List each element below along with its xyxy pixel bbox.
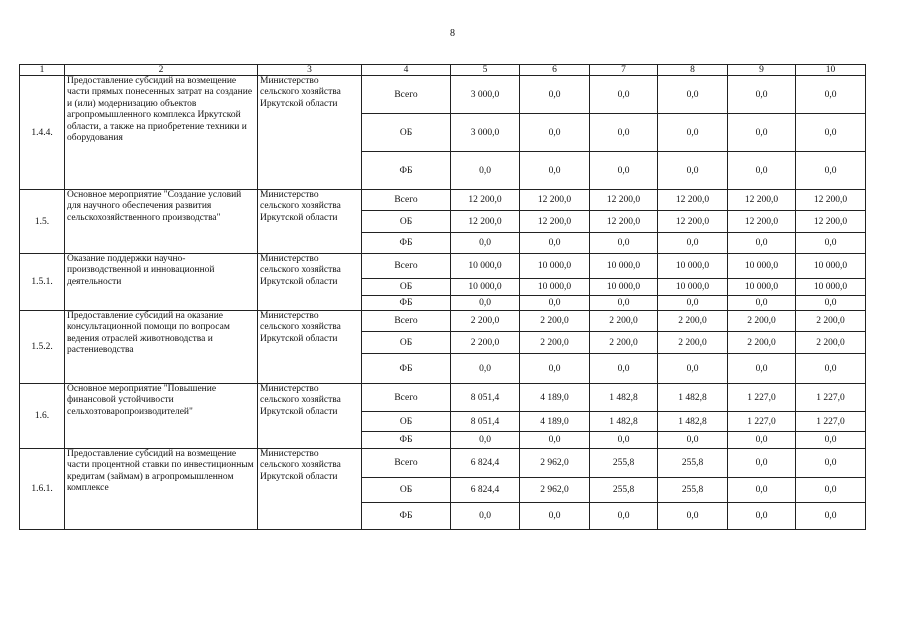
- table-body: [20, 65, 866, 530]
- header-cell: 1: [20, 65, 65, 76]
- value-cell: 1 482,8: [590, 384, 658, 412]
- value-cell: 0,0: [728, 432, 796, 449]
- value-cell: 0,0: [796, 76, 866, 114]
- funding-source: ФБ: [362, 354, 451, 384]
- value-cell: 12 200,0: [451, 190, 520, 211]
- value-cell: 10 000,0: [520, 254, 590, 279]
- value-cell: 0,0: [796, 152, 866, 190]
- item-name: Предоставление субсидий на возмещение части процентной ставки по инвестиционным кредитам (займам) в агропромышленном комплексе: [65, 449, 258, 530]
- value-cell: 0,0: [796, 503, 866, 530]
- funding-source: ФБ: [362, 152, 451, 190]
- value-cell: 10 000,0: [520, 279, 590, 296]
- value-cell: 1 227,0: [796, 412, 866, 432]
- value-cell: 0,0: [590, 296, 658, 311]
- funding-source: Всего: [362, 384, 451, 412]
- value-cell: 0,0: [658, 354, 728, 384]
- value-cell: 2 200,0: [658, 311, 728, 332]
- value-cell: 0,0: [590, 354, 658, 384]
- value-cell: 6 824,4: [451, 449, 520, 478]
- value-cell: 0,0: [796, 114, 866, 152]
- value-cell: 0,0: [451, 233, 520, 254]
- value-cell: 8 051,4: [451, 384, 520, 412]
- value-cell: 0,0: [796, 432, 866, 449]
- value-cell: 0,0: [451, 432, 520, 449]
- value-cell: 0,0: [796, 296, 866, 311]
- item-code: 1.6.: [20, 384, 65, 449]
- value-cell: 255,8: [658, 449, 728, 478]
- value-cell: 0,0: [728, 354, 796, 384]
- funding-source: ФБ: [362, 432, 451, 449]
- value-cell: 12 200,0: [658, 190, 728, 211]
- item-name: Оказание поддержки научно-производственной и инновационной деятельности: [65, 254, 258, 311]
- value-cell: 0,0: [728, 449, 796, 478]
- value-cell: 12 200,0: [796, 211, 866, 233]
- header-cell: 9: [728, 65, 796, 76]
- value-cell: 2 200,0: [728, 332, 796, 354]
- value-cell: 12 200,0: [658, 211, 728, 233]
- value-cell: 12 200,0: [520, 190, 590, 211]
- item-name: Основное мероприятие "Создание условий для научного обеспечения развития сельскохозяйственного производства": [65, 190, 258, 254]
- value-cell: 2 200,0: [590, 332, 658, 354]
- value-cell: 0,0: [590, 233, 658, 254]
- value-cell: 6 824,4: [451, 478, 520, 503]
- value-cell: 2 200,0: [520, 311, 590, 332]
- funding-source: ОБ: [362, 332, 451, 354]
- value-cell: 0,0: [590, 114, 658, 152]
- item-executor: Министерство сельского хозяйства Иркутской области: [258, 384, 362, 449]
- value-cell: 12 200,0: [796, 190, 866, 211]
- funding-source: Всего: [362, 76, 451, 114]
- value-cell: 0,0: [796, 449, 866, 478]
- value-cell: 2 200,0: [590, 311, 658, 332]
- value-cell: 0,0: [520, 76, 590, 114]
- value-cell: 8 051,4: [451, 412, 520, 432]
- value-cell: 12 200,0: [590, 190, 658, 211]
- value-cell: 255,8: [658, 478, 728, 503]
- funding-source: ФБ: [362, 503, 451, 530]
- value-cell: 0,0: [796, 478, 866, 503]
- value-cell: 2 200,0: [451, 332, 520, 354]
- value-cell: 0,0: [520, 503, 590, 530]
- value-cell: 10 000,0: [796, 279, 866, 296]
- header-cell: 5: [451, 65, 520, 76]
- funding-source: ОБ: [362, 211, 451, 233]
- funding-source: ОБ: [362, 412, 451, 432]
- header-cell: 6: [520, 65, 590, 76]
- page-number: 8: [450, 28, 455, 39]
- value-cell: 10 000,0: [728, 279, 796, 296]
- value-cell: 0,0: [590, 503, 658, 530]
- item-name: Основное мероприятие "Повышение финансовой устойчивости сельхозтоваропроизводителей": [65, 384, 258, 449]
- funding-source: ОБ: [362, 279, 451, 296]
- value-cell: 0,0: [451, 503, 520, 530]
- value-cell: 0,0: [728, 233, 796, 254]
- value-cell: 255,8: [590, 449, 658, 478]
- value-cell: 10 000,0: [590, 254, 658, 279]
- value-cell: 0,0: [520, 114, 590, 152]
- item-code: 1.5.1.: [20, 254, 65, 311]
- value-cell: 0,0: [590, 432, 658, 449]
- value-cell: 0,0: [590, 152, 658, 190]
- value-cell: 0,0: [658, 503, 728, 530]
- funding-source: Всего: [362, 311, 451, 332]
- funding-source: Всего: [362, 190, 451, 211]
- item-executor: Министерство сельского хозяйства Иркутской области: [258, 254, 362, 311]
- value-cell: 0,0: [728, 152, 796, 190]
- funding-source: ФБ: [362, 233, 451, 254]
- header-cell: 7: [590, 65, 658, 76]
- value-cell: 0,0: [796, 354, 866, 384]
- table-row: [20, 254, 866, 279]
- value-cell: 2 200,0: [451, 311, 520, 332]
- table-row: [20, 311, 866, 332]
- value-cell: 12 200,0: [590, 211, 658, 233]
- value-cell: 0,0: [590, 76, 658, 114]
- item-executor: Министерство сельского хозяйства Иркутской области: [258, 76, 362, 190]
- value-cell: 10 000,0: [796, 254, 866, 279]
- item-executor: Министерство сельского хозяйства Иркутской области: [258, 190, 362, 254]
- value-cell: 1 227,0: [796, 384, 866, 412]
- value-cell: 3 000,0: [451, 114, 520, 152]
- value-cell: 0,0: [658, 432, 728, 449]
- value-cell: 10 000,0: [451, 279, 520, 296]
- header-cell: 2: [65, 65, 258, 76]
- value-cell: 1 482,8: [590, 412, 658, 432]
- value-cell: 10 000,0: [451, 254, 520, 279]
- item-code: 1.6.1.: [20, 449, 65, 530]
- value-cell: 1 227,0: [728, 384, 796, 412]
- value-cell: 0,0: [451, 354, 520, 384]
- value-cell: 0,0: [728, 296, 796, 311]
- value-cell: 0,0: [658, 296, 728, 311]
- header-cell: 10: [796, 65, 866, 76]
- funding-source: ОБ: [362, 114, 451, 152]
- table-row: [20, 76, 866, 114]
- value-cell: 2 200,0: [728, 311, 796, 332]
- value-cell: 2 200,0: [658, 332, 728, 354]
- value-cell: 2 200,0: [796, 332, 866, 354]
- value-cell: 1 482,8: [658, 412, 728, 432]
- value-cell: 2 962,0: [520, 478, 590, 503]
- funding-source: ОБ: [362, 478, 451, 503]
- value-cell: 4 189,0: [520, 412, 590, 432]
- value-cell: 0,0: [451, 296, 520, 311]
- item-executor: Министерство сельского хозяйства Иркутской области: [258, 311, 362, 384]
- item-code: 1.5.: [20, 190, 65, 254]
- table-row: [20, 384, 866, 412]
- budget-table: [19, 64, 866, 530]
- value-cell: 0,0: [520, 296, 590, 311]
- value-cell: 0,0: [520, 233, 590, 254]
- value-cell: 2 200,0: [796, 311, 866, 332]
- funding-source: Всего: [362, 449, 451, 478]
- item-executor: Министерство сельского хозяйства Иркутской области: [258, 449, 362, 530]
- value-cell: 0,0: [658, 76, 728, 114]
- value-cell: 12 200,0: [520, 211, 590, 233]
- value-cell: 255,8: [590, 478, 658, 503]
- value-cell: 12 200,0: [728, 211, 796, 233]
- value-cell: 12 200,0: [728, 190, 796, 211]
- value-cell: 0,0: [658, 114, 728, 152]
- value-cell: 2 962,0: [520, 449, 590, 478]
- value-cell: 10 000,0: [590, 279, 658, 296]
- value-cell: 10 000,0: [658, 279, 728, 296]
- value-cell: 4 189,0: [520, 384, 590, 412]
- header-cell: 3: [258, 65, 362, 76]
- value-cell: 0,0: [728, 478, 796, 503]
- value-cell: 0,0: [451, 152, 520, 190]
- funding-source: ФБ: [362, 296, 451, 311]
- value-cell: 1 482,8: [658, 384, 728, 412]
- value-cell: 0,0: [520, 432, 590, 449]
- value-cell: 0,0: [658, 233, 728, 254]
- value-cell: 3 000,0: [451, 76, 520, 114]
- value-cell: 0,0: [520, 354, 590, 384]
- value-cell: 0,0: [658, 152, 728, 190]
- table-row: [20, 449, 866, 478]
- item-code: 1.4.4.: [20, 76, 65, 190]
- header-cell: 8: [658, 65, 728, 76]
- item-name: Предоставление субсидий на возмещение части прямых понесенных затрат на создание и (или) модернизацию объектов агропромышленного комплекса Иркутской области, а также на приобретение техники и оборудования: [65, 76, 258, 190]
- value-cell: 10 000,0: [658, 254, 728, 279]
- header-cell: 4: [362, 65, 451, 76]
- value-cell: 0,0: [520, 152, 590, 190]
- value-cell: 0,0: [728, 114, 796, 152]
- value-cell: 0,0: [728, 503, 796, 530]
- item-code: 1.5.2.: [20, 311, 65, 384]
- value-cell: 10 000,0: [728, 254, 796, 279]
- funding-source: Всего: [362, 254, 451, 279]
- value-cell: 2 200,0: [520, 332, 590, 354]
- value-cell: 0,0: [796, 233, 866, 254]
- value-cell: 0,0: [728, 76, 796, 114]
- value-cell: 1 227,0: [728, 412, 796, 432]
- value-cell: 12 200,0: [451, 211, 520, 233]
- table-row: [20, 190, 866, 211]
- item-name: Предоставление субсидий на оказание консультационной помощи по вопросам ведения отраслей животноводства и растениеводства: [65, 311, 258, 384]
- header-row: [20, 65, 866, 76]
